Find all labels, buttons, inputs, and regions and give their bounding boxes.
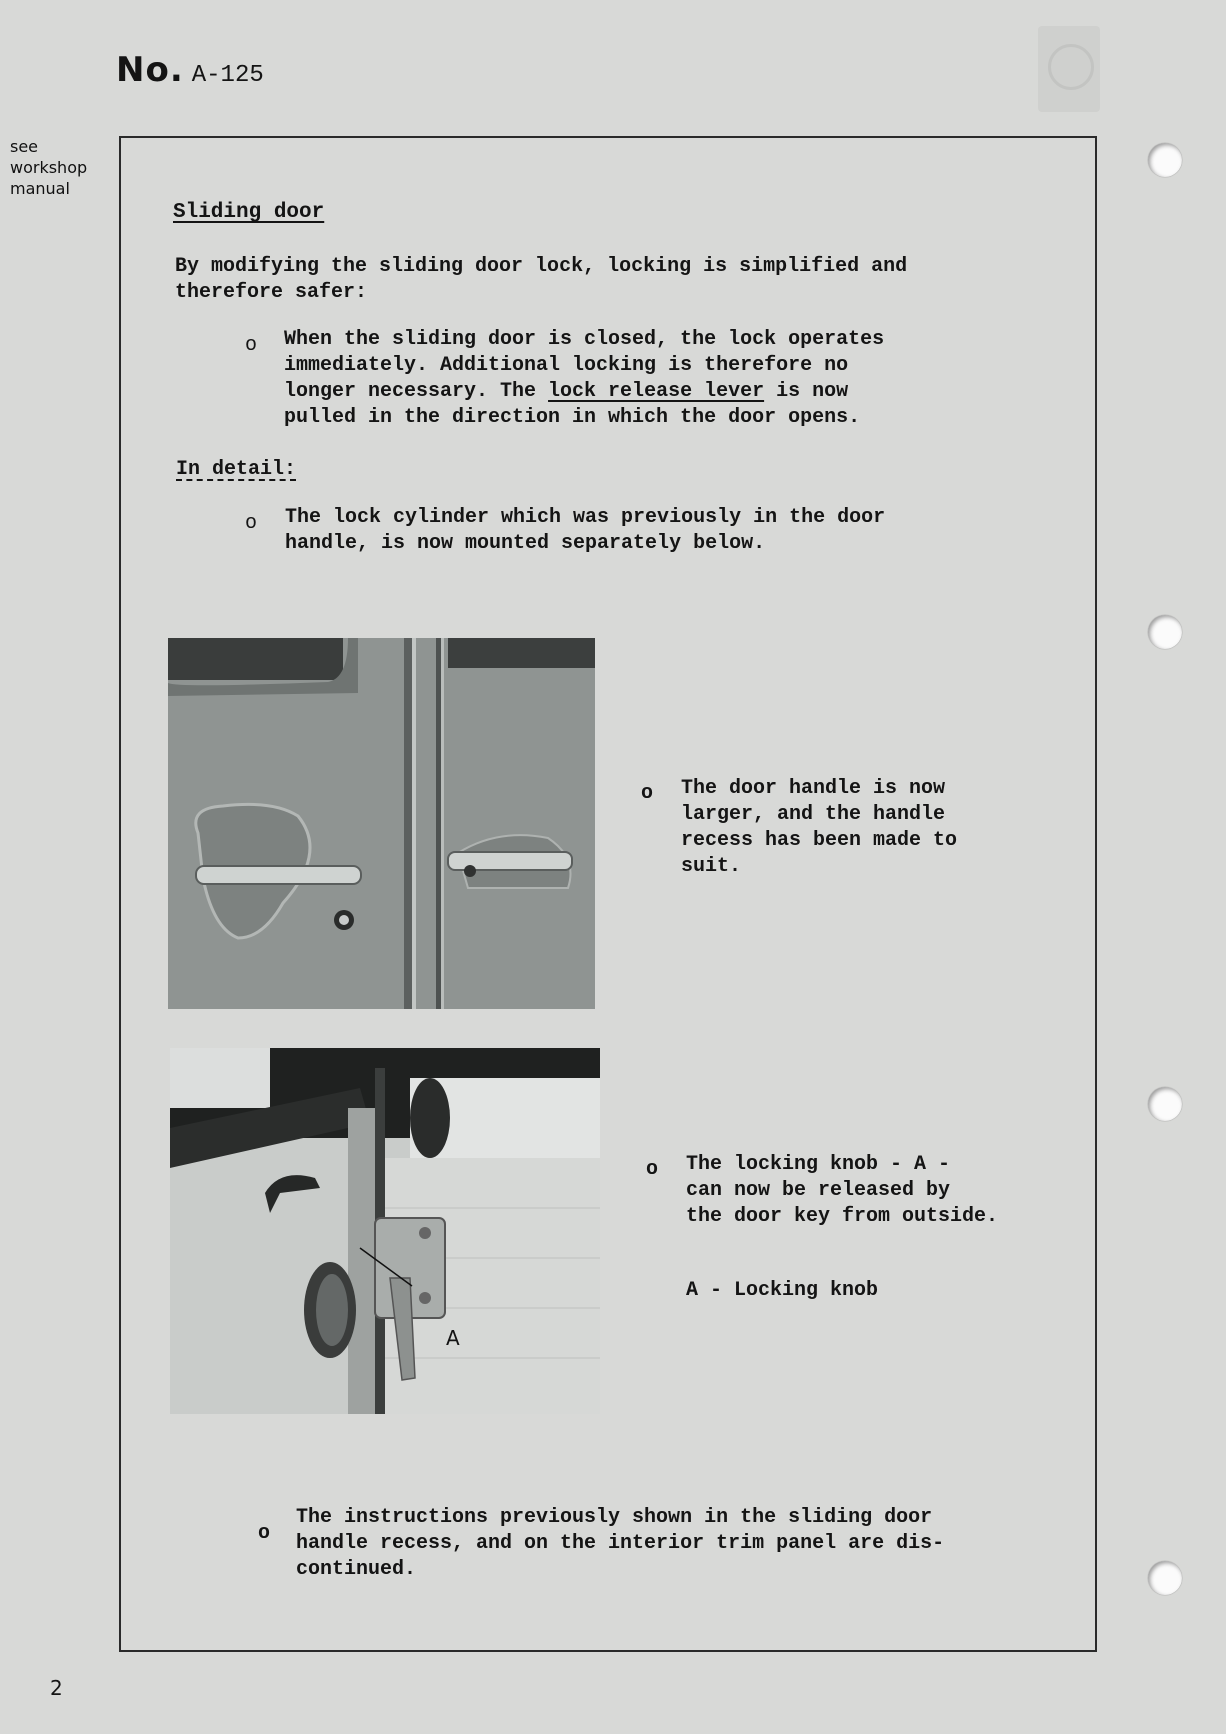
figure2-caption-line: can now be released by <box>686 1179 951 1202</box>
point-line: immediately. Additional locking is therefore no <box>284 354 849 377</box>
point-text: longer necessary. The <box>284 380 549 403</box>
section-heading-in-detail: In detail: <box>176 458 297 481</box>
point-line <box>284 379 848 405</box>
figure2-caption-line: the door key from outside. <box>686 1205 999 1228</box>
ghost-logo <box>1038 26 1100 112</box>
point-line: When the sliding door is closed, the lock operates <box>284 328 885 351</box>
detail-line: The lock cylinder which was previously in the door <box>285 506 886 529</box>
section-heading-sliding-door: Sliding door <box>173 201 325 224</box>
bullet-marker: o <box>641 782 654 805</box>
bullet-marker: o <box>245 334 258 357</box>
binder-hole <box>1148 1087 1182 1121</box>
figure1-caption-line: larger, and the handle <box>681 803 946 826</box>
bulletin-number <box>116 50 264 92</box>
binder-hole <box>1148 1561 1182 1595</box>
binder-hole <box>1148 615 1182 649</box>
bullet-marker: o <box>245 512 258 535</box>
figure1-caption-line: suit. <box>681 855 742 878</box>
detail-line: handle, is now mounted separately below. <box>285 532 766 555</box>
point-text: is now <box>764 380 849 403</box>
final-point-line: continued. <box>296 1558 417 1581</box>
side-note-line: workshop <box>10 158 88 177</box>
figure1-caption-line: The door handle is now <box>681 777 946 800</box>
door-handle-photo <box>168 638 595 1009</box>
figure2-caption-line: The locking knob - A - <box>686 1153 951 1176</box>
figure2-legend: A - Locking knob <box>686 1279 879 1302</box>
side-note-line: manual <box>10 179 70 198</box>
bullet-marker: o <box>258 1522 271 1545</box>
side-note <box>10 136 87 199</box>
bulletin-no-value: A-125 <box>191 62 264 89</box>
binder-hole <box>1148 143 1182 177</box>
locking-knob-photo <box>170 1048 600 1414</box>
figure1-caption-line: recess has been made to <box>681 829 958 852</box>
final-point-line: handle recess, and on the interior trim panel are dis- <box>296 1532 945 1555</box>
bullet-marker: o <box>646 1158 659 1181</box>
point-line: pulled in the direction in which the door opens. <box>284 406 861 429</box>
intro-line: By modifying the sliding door lock, locking is simplified and <box>175 255 908 278</box>
lock-release-lever-term: lock release lever <box>548 380 765 403</box>
page-number: 2 <box>50 1676 63 1700</box>
bulletin-no-label: No. <box>116 50 184 90</box>
final-point-line: The instructions previously shown in the sliding door <box>296 1506 933 1529</box>
side-note-line: see <box>10 137 39 156</box>
callout-label-a: A <box>446 1326 460 1350</box>
intro-line: therefore safer: <box>175 281 368 304</box>
